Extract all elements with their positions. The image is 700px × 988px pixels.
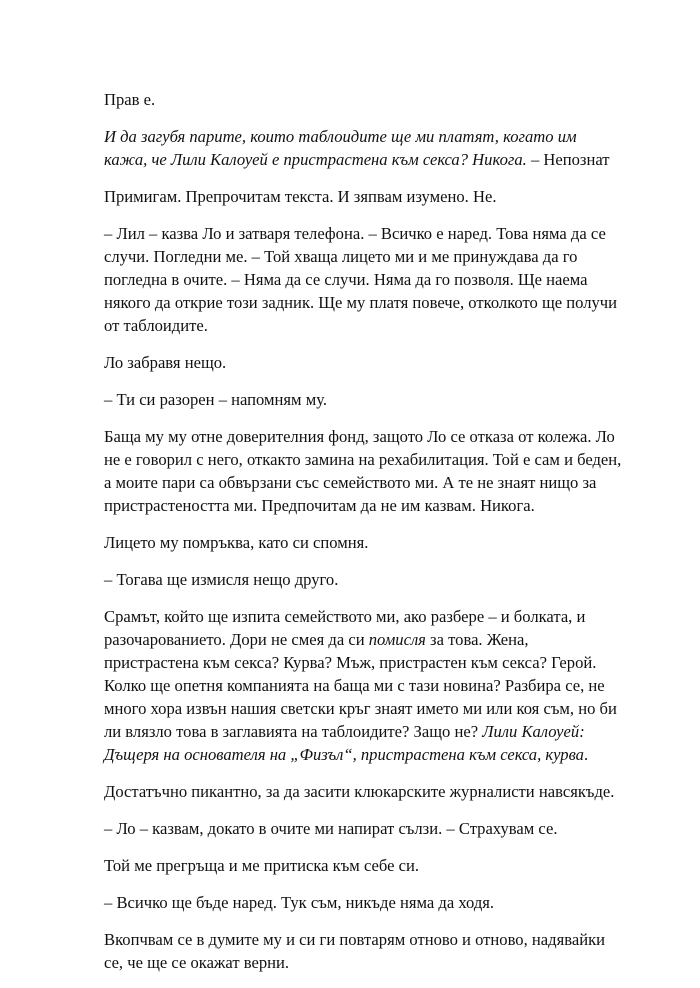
text-segment: .	[583, 745, 589, 764]
paragraph	[104, 891, 700, 914]
text-segment: а моите пари са обвързани със семейството ми. А те не знаят нищо за	[104, 473, 597, 492]
text-line	[104, 185, 700, 208]
text-line	[104, 245, 700, 268]
text-line	[104, 743, 700, 766]
paragraph	[104, 928, 700, 974]
text-line	[104, 222, 700, 245]
text-line	[104, 891, 700, 914]
italic-text: И да загубя парите, които таблоидите ще ми платят, когато им	[104, 127, 577, 146]
text-line	[104, 854, 700, 877]
text-segment: Лицето му помръква, като си спомня.	[104, 533, 369, 552]
text-segment: разочарованието. Дори не смея да си	[104, 630, 369, 649]
paragraph	[104, 568, 700, 591]
text-segment: Колко ще опетня компанията на баща ми с тази новина? Разбира се, не	[104, 676, 605, 695]
text-segment: ли влязло това в заглавията на таблоидите? Защо не?	[104, 722, 483, 741]
italic-text: кажа, че Лили Калоуей е пристрастена към секса? Никога.	[104, 150, 527, 169]
paragraph	[104, 425, 700, 517]
text-line	[104, 568, 700, 591]
text-segment: Ло забравя нещо.	[104, 353, 227, 372]
paragraph	[104, 605, 700, 766]
text-segment: – Лил – казва Ло и затваря телефона. – Всичко е наред. Това няма да се	[104, 224, 606, 243]
text-segment: за това. Жена,	[425, 630, 529, 649]
paragraph	[104, 780, 700, 803]
body-text	[104, 88, 700, 988]
paragraph	[104, 222, 700, 337]
text-segment: Примигам. Препрочитам текста. И зяпвам изумено. Не.	[104, 187, 497, 206]
text-segment: – Всичко ще бъде наред. Тук съм, никъде няма да ходя.	[104, 893, 495, 912]
text-segment: Достатъчно пикантно, за да засити клюкарските журналисти навсякъде.	[104, 782, 615, 801]
text-segment: случи. Погледни ме. – Той хваща лицето ми и ме принуждава да го	[104, 247, 578, 266]
text-segment: се, че ще се окажат верни.	[104, 953, 290, 972]
text-line	[104, 674, 700, 697]
text-segment: Вкопчвам се в думите му и си ги повтарям отново и отново, надявайки	[104, 930, 606, 949]
paragraph	[104, 88, 700, 111]
text-line	[104, 388, 700, 411]
text-line	[104, 351, 700, 374]
text-segment: Баща му му отне доверителния фонд, защото Ло се отказа от колежа. Ло	[104, 427, 615, 446]
text-line	[104, 780, 700, 803]
text-line	[104, 531, 700, 554]
text-line	[104, 651, 700, 674]
text-line	[104, 471, 700, 494]
text-line	[104, 88, 700, 111]
text-line	[104, 291, 700, 314]
text-line	[104, 628, 700, 651]
text-line	[104, 697, 700, 720]
text-line	[104, 314, 700, 337]
text-line	[104, 125, 700, 148]
text-segment: пристрастеността ми. Предпочитам да не им казвам. Никога.	[104, 496, 535, 515]
text-line	[104, 951, 700, 974]
text-segment: Срамът, който ще изпита семейството ми, ако разбере – и болката, и	[104, 607, 586, 626]
text-segment: – Тогава ще измисля нещо друго.	[104, 570, 339, 589]
paragraph	[104, 351, 700, 374]
text-line	[104, 817, 700, 840]
text-segment: някого да открие този задник. Ще му платя повече, отколкото ще получи	[104, 293, 618, 312]
text-segment: Той ме прегръща и ме притиска към себе си.	[104, 856, 420, 875]
paragraph	[104, 185, 700, 208]
text-segment: не е говорил с него, откакто замина на рехабилитация. Той е сам и беден,	[104, 450, 622, 469]
text-segment: пристрастена към секса? Курва? Мъж, пристрастен към секса? Герой.	[104, 653, 597, 672]
italic-text: помисля	[368, 630, 426, 649]
text-line	[104, 268, 700, 291]
paragraph	[104, 817, 700, 840]
paragraph	[104, 125, 700, 171]
text-line	[104, 494, 700, 517]
italic-text: Дъщеря на основателя на „Физъл“, пристрастена към секса, курва	[104, 745, 584, 764]
paragraph	[104, 388, 700, 411]
paragraph	[104, 854, 700, 877]
italic-text: Лили Калоуей:	[482, 722, 585, 741]
text-segment: погледна в очите. – Няма да се случи. Няма да го позволя. Ще наема	[104, 270, 588, 289]
text-line	[104, 928, 700, 951]
text-line	[104, 605, 700, 628]
text-line	[104, 148, 700, 171]
text-segment: от таблоидите.	[104, 316, 208, 335]
text-segment: Прав е.	[104, 90, 156, 109]
text-segment: много хора извън нашия светски кръг знаят името ми или коя съм, но би	[104, 699, 617, 718]
text-line	[104, 720, 700, 743]
text-segment: – Ло – казвам, докато в очите ми напират сълзи. – Страхувам се.	[104, 819, 558, 838]
text-segment: – Непознат	[526, 150, 610, 169]
text-segment: – Ти си разорен – напомням му.	[104, 390, 327, 409]
text-line	[104, 425, 700, 448]
text-line	[104, 448, 700, 471]
paragraph	[104, 531, 700, 554]
